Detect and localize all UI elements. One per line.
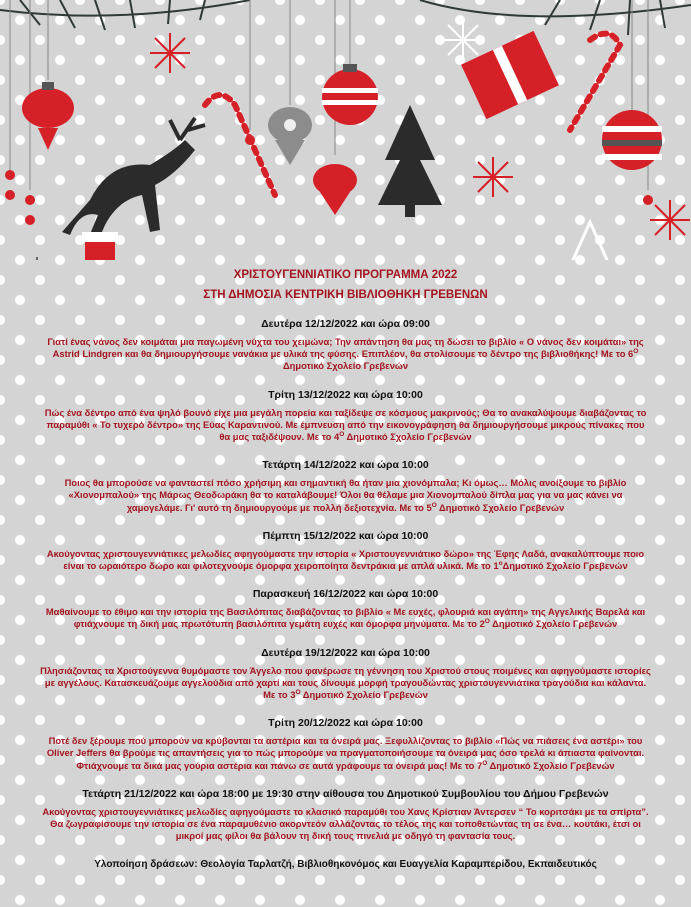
school-prefix: Με το 3 [263, 689, 296, 701]
event-school [450, 760, 615, 771]
event-date: Τετάρτη 14/12/2022 και ώρα 10:00 [262, 459, 429, 472]
school-prefix: Με το 5 [399, 501, 432, 513]
program-content [40, 268, 651, 871]
event-item [40, 717, 651, 772]
christmas-decorations [0, 0, 691, 260]
event-item [40, 788, 651, 843]
event-text: Πλησιάζοντας τα Χριστούγεννα θυμόμαστε τον Άγγελο που φανέρωσε τη γέννηση του Χριστού στους ποιμένες και αφηγούμαστε ιστορίες με αγγέλους. Κατασκευάζουμε αγγελούδια από χαρτί και τους δίνουμε μορφή τραγουδώντας χριστουγεννιάτικα τραγούδια και κάλαντα. [40, 664, 651, 688]
event-text: Γιατί ένας νάνος δεν κοιμάται μια παγωμένη νύχτα του χειμώνα; Την απάντηση θα μας τη δώσει το βιβλίο « Ο νάνος δεν κοιμάται» της Astrid Lindgren και θα δημιουργήσουμε νανάκια με υλικά της φύσης. Επιπλέον, θα στολίσουμε το δέντρο της βιβλιοθήκης! [47, 336, 644, 360]
event-description [40, 606, 651, 630]
snowflake-icon [650, 200, 690, 240]
school-prefix: Με το 1 [466, 560, 499, 572]
event-date: Πέμπτη 15/12/2022 και ώρα 10:00 [262, 529, 429, 542]
grey-ornament [268, 107, 312, 165]
school-ordinal: ο [498, 559, 503, 567]
event-date: Τρίτη 20/12/2022 και ώρα 10:00 [268, 717, 423, 730]
school-suffix: Δημοτικό Σχολείο Γρεβενών [344, 431, 472, 443]
event-item [40, 318, 651, 373]
tree-icon [378, 105, 442, 217]
event-text: Μαθαίνουμε το έθιμο και την ιστορία της Βασιλόπιτας διαβάζοντας το βιβλίο « Με ευχές, φλουριά και αγάπη» της Αγγελικής Βαρελά και φτιάχνουμε τη δική μας πρωτότυπη βασιλόπιτα γεμάτη ευχές και όμορφα μηνύματα. [45, 606, 646, 630]
event-school [263, 689, 428, 700]
event-item [40, 389, 651, 444]
school-ordinal: Ο [633, 348, 639, 356]
snowflake-icon [473, 157, 513, 197]
event-date: Τρίτη 13/12/2022 και ώρα 10:00 [268, 388, 423, 401]
school-suffix: Δημοτικό Σχολείο Γρεβενών [489, 618, 618, 630]
event-date: Δευτέρα 19/12/2022 και ώρα 10:00 [261, 646, 430, 659]
school-suffix: Δημοτικό Σχολείο Γρεβενών [300, 689, 428, 701]
school-prefix: Με το 2 [452, 618, 485, 630]
striped-ornament [322, 64, 378, 125]
event-description [40, 548, 651, 572]
school-ordinal: Ο [431, 501, 437, 509]
event-date: Παρασκευή 16/12/2022 και ώρα 10:00 [252, 588, 439, 601]
pine-branches [0, 0, 691, 35]
snowflake-icon [150, 33, 190, 73]
reindeer-icon [62, 118, 205, 248]
event-item [40, 588, 651, 630]
event-description [40, 407, 651, 444]
event-school [452, 618, 617, 629]
school-prefix: Με το 6 [600, 348, 634, 360]
school-suffix: Δημοτικό Σχολείο Γρεβενών [502, 560, 628, 572]
event-text: Ποτέ δεν ξέρουμε πού μπορούν να κρύβονται τα αστέρια και τα όνειρά μας. Ξεφυλλίζοντας το βιβλίο «Πώς να πιάσεις ένα αστέρι» του Oliver Jeffers θα βρούμε τις απαντήσεις για το πώς μπορούμε να πραγματοποιήσουμε τα όνειρά μας όσο τρελά κι άπιαστα φαίνονται. Φτιάχνουμε τα δικά μας γούρια αστέρια και πάνω σε αυτά γράφουμε τα όνειρά μας! [46, 735, 645, 771]
event-description [40, 735, 651, 772]
event-text: Ποιος θα μπορούσε να φανταστεί πόσο χρήσιμη και σημαντική θα ήταν μια χιονόμπαλα; Κι όμως… Μόλις ανοίξουμε το βιβλίο «Χιονομπαλού» της Μάρως Θεοδωράκη θα το καταλάβουμε! Όλοι θα θέλαμε μια Χιονομπαλού δίπλα μας για να μας κάνει να χαμογελάμε. Γι' αυτό τη δημιουργούμε με πολλή δεξιοτεχνία. [64, 477, 627, 513]
event-item [40, 530, 651, 572]
event-list [40, 318, 651, 842]
school-suffix: Δημοτικό Σχολείο Γρεβενών [487, 759, 615, 771]
school-ordinal: Ο [295, 688, 301, 696]
event-text: Ακούγοντας χριστουγεννιάτικες μελωδίες αφηγούμαστε την ιστορία « Χριστουγεννιάτικο δώρο» της Έφης Λαδά, ανακαλύπτουμε ποιο είναι το ωραιότερο δώρο και φιλοτεχνούμε όμορφα χειροποίητα δεντράκια με απλά υλικά. [46, 547, 645, 572]
stocking-icon [74, 232, 118, 260]
credits-footer: Υλοποίηση δράσεων: Θεολογία Ταρλατζή, Βιβλιοθηκονόμος και Ευαγγελία Καραμπερίδου, Εκπαιδευτικός [94, 859, 597, 871]
event-school [307, 431, 472, 442]
event-description [40, 665, 651, 702]
tree-icon-grey [555, 222, 625, 260]
event-description [40, 477, 651, 514]
school-prefix: Με το 4 [306, 431, 340, 443]
event-text: Πώς ένα δέντρο από ένα ψηλό βουνό είχε μια μεγάλη πορεία και ταξίδεψε σε κόσμους μακρινούς; Θα το ανακαλύψουμε διαβάζοντας το παραμύθι « Το τυχερό δέντρο» της Εύας Καραντινού. Με έμπνευση από την εικονογράφηση θα δημιουργήσουμε μικρούς πίνακες που θα μας ταξιδέψουν. [44, 406, 647, 443]
school-suffix: Δημοτικό Σχολείο Γρεβενών [282, 360, 409, 372]
school-prefix: Με το 7 [449, 759, 483, 771]
program-subtitle: ΣΤΗ ΔΗΜΟΣΙΑ ΚΕΝΤΡΙΚΗ ΒΙΒΛΙΟΘΗΚΗ ΓΡΕΒΕΝΩΝ [203, 289, 488, 301]
event-item [40, 459, 651, 514]
school-suffix: Δημοτικό Σχολείο Γρεβενών [436, 501, 565, 513]
program-title: ΧΡΙΣΤΟΥΓΕΝΝΙΑΤΙΚΟ ΠΡΟΓΡΑΜΜΑ 2022 [233, 269, 458, 281]
school-ordinal: Ο [482, 759, 488, 767]
event-date: Τετάρτη 21/12/2022 και ώρα 18:00 με 19:30 στην αίθουσα του Δημοτικού Συμβουλίου του Δήμου Γρεβενών [82, 787, 609, 800]
event-description [40, 806, 651, 843]
gift-box-icon [461, 31, 559, 119]
event-text: Ακούγοντας χριστουγεννιάτικες μελωδίες αφηγούμαστε το κλασικό παραμύθι του Χανς Κρίστιαν Άντερσεν “ Το κοριτσάκι με τα σπίρτα”. Θα ζωγραφίσουμε την ιστορία σε ένα παραμυθένιο ακορντεόν αλλάζοντας το τέλος της και τοποθετώντας τη σε ένα… κουτάκι, έτσι οι μικροί μας φίλοι θα βάλουν τη δική τους πινελιά με οδηγό τη φαντασία τους. [42, 805, 649, 842]
red-ornament-small [313, 164, 357, 215]
event-item [40, 647, 651, 702]
snowflake-icon [443, 20, 483, 60]
event-description [40, 336, 651, 373]
event-school [466, 560, 627, 571]
snowflake-icon [17, 257, 57, 260]
school-ordinal: Ο [484, 618, 490, 626]
striped-ornament-right [602, 110, 662, 170]
event-date: Δευτέρα 12/12/2022 και ώρα 09:00 [261, 318, 430, 330]
school-ordinal: Ο [339, 430, 345, 438]
event-school [399, 502, 564, 513]
